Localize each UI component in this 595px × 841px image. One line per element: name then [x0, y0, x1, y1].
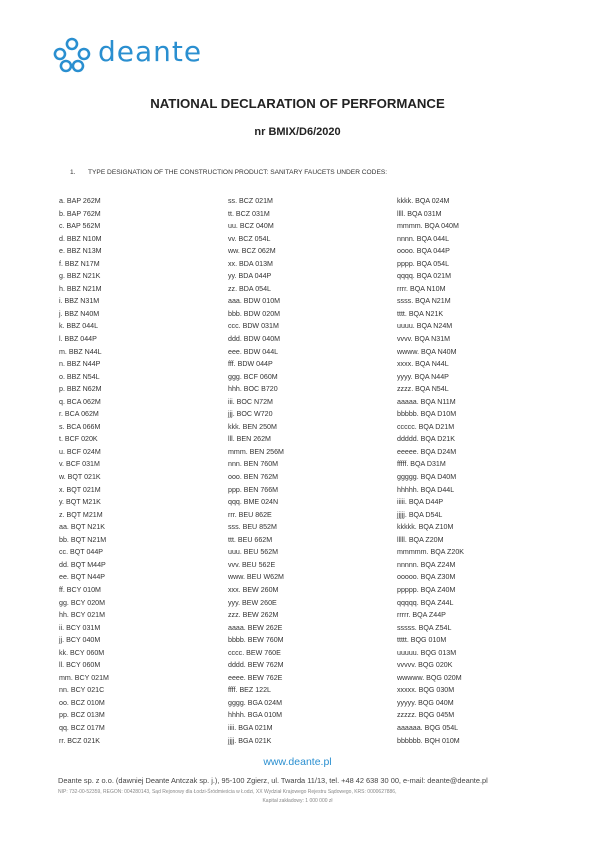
product-code-item: rr. BCZ 021K	[59, 736, 100, 745]
product-code-item: iiiii. BQA D44P	[397, 498, 444, 507]
product-code-item: eee. BDW 044L	[228, 347, 279, 356]
product-code-item: ccc. BDW 031M	[228, 322, 279, 331]
product-code-item: eeee. BEW 762E	[228, 673, 283, 682]
product-code-item: v. BCF 031M	[59, 460, 100, 469]
product-code-item: zzz. BEW 262M	[228, 611, 279, 620]
product-code-item: yyy. BEW 260E	[228, 598, 277, 607]
product-code-item: zzzzz. BQG 045M	[397, 711, 455, 720]
product-code-item: ppp. BEN 766M	[228, 485, 279, 494]
product-code-item: aaaaaa. BQG 054L	[397, 723, 459, 732]
company-logo	[52, 33, 222, 77]
product-code-item: c. BAP 562M	[59, 222, 101, 231]
product-code-item: nn. BCY 021C	[59, 686, 105, 695]
product-code-item: lllll. BQA Z20M	[397, 535, 444, 544]
product-code-item: mm. BCY 021M	[59, 673, 109, 682]
section-number: 1.	[70, 169, 76, 176]
product-code-item: ggggg. BQA D40M	[397, 473, 457, 482]
product-code-item: vv. BCZ 054L	[228, 234, 271, 243]
product-code-item: iii. BOC N72M	[228, 397, 273, 406]
product-code-item: xxxx. BQA N44L	[397, 360, 449, 369]
product-code-item: hhhh. BGA 010M	[228, 711, 283, 720]
product-code-item: jjj. BOC W720	[228, 410, 273, 419]
product-code-item: ttttt. BQG 010M	[397, 636, 447, 645]
deante-logo-icon	[52, 33, 92, 73]
product-code-item: r. BCA 062M	[59, 410, 99, 419]
product-code-item: g. BBZ N21K	[59, 272, 101, 281]
product-code-item: x. BQT 021M	[59, 485, 101, 494]
product-code-item: aa. BQT N21K	[59, 523, 106, 532]
product-code-item: n. BBZ N44P	[59, 360, 101, 369]
document-number: nr BMIX/D6/2020	[254, 126, 341, 138]
product-code-item: kkkkk. BQA Z10M	[397, 523, 454, 532]
product-code-item: zzzz. BQA N54L	[397, 385, 449, 394]
product-code-item: jjjj. BGA 021K	[228, 736, 272, 745]
product-code-item: u. BCF 024M	[59, 447, 101, 456]
product-code-item: p. BBZ N62M	[59, 385, 102, 394]
product-code-item: hhh. BOC B720	[228, 385, 278, 394]
product-code-item: d. BBZ N10M	[59, 234, 102, 243]
product-code-item: qq. BCZ 017M	[59, 723, 105, 732]
product-code-item: mmmmm. BQA Z20K	[397, 548, 465, 557]
product-code-item: yyyyy. BQG 040M	[397, 698, 454, 707]
product-code-item: aaaa. BEW 262E	[228, 623, 283, 632]
product-code-item: gg. BCY 020M	[59, 598, 106, 607]
product-code-item: bbbbbb. BQH 010M	[397, 736, 460, 745]
product-code-item: pp. BCZ 013M	[59, 711, 105, 720]
product-code-item: hh. BCY 021M	[59, 611, 106, 620]
brand-name: deante	[98, 35, 203, 68]
product-code-item: fff. BDW 044P	[228, 360, 273, 369]
product-code-item: kkkk. BQA 024M	[397, 197, 450, 205]
product-code-item: ff. BCY 010M	[59, 585, 101, 594]
product-code-item: e. BBZ N13M	[59, 247, 102, 256]
product-code-item: q. BCA 062M	[59, 397, 101, 406]
product-code-item: nnnnn. BQA Z24M	[397, 560, 456, 569]
product-code-item: xxx. BEW 260M	[228, 585, 279, 594]
product-code-item: oooo. BQA 044P	[397, 247, 450, 256]
product-code-item: wwww. BQA N40M	[397, 347, 457, 356]
product-code-item: cccc. BEW 760E	[228, 648, 281, 657]
product-code-item: iiii. BGA 021M	[228, 723, 273, 732]
product-code-item: cc. BQT 044P	[59, 548, 104, 557]
product-code-item: a. BAP 262M	[59, 197, 101, 205]
product-code-item: aaa. BDW 010M	[228, 297, 281, 306]
product-code-item: ggg. BCF 060M	[228, 372, 278, 381]
document-title: NATIONAL DECLARATION OF PERFORMANCE	[150, 96, 445, 111]
product-code-item: fffff. BQA D31M	[397, 460, 446, 469]
product-code-item: www. BEU W62M	[228, 573, 284, 582]
product-code-item: z. BQT M21M	[59, 510, 103, 519]
product-code-item: uuuuu. BQG 013M	[397, 648, 457, 657]
product-code-item: kkk. BEN 250M	[228, 422, 277, 431]
product-code-item: kk. BCY 060M	[59, 648, 105, 657]
product-code-item: uu. BCZ 040M	[228, 222, 274, 231]
website-link[interactable]: www.deante.pl	[263, 756, 332, 768]
product-code-item: bbb. BDW 020M	[228, 309, 281, 318]
code-column-3	[397, 195, 464, 747]
product-code-item: ooooo. BQA Z30M	[397, 573, 456, 582]
code-column-1	[59, 195, 109, 747]
product-code-item: sssss. BQA Z54L	[397, 623, 452, 632]
product-code-item: ww. BCZ 062M	[228, 247, 276, 256]
product-code-item: dd. BQT M44P	[59, 560, 106, 569]
product-code-item: ppppp. BQA Z40M	[397, 585, 456, 594]
product-code-item: b. BAP 762M	[59, 209, 101, 218]
product-code-item: ssss. BQA N21M	[397, 297, 451, 306]
product-code-item: k. BBZ 044L	[59, 322, 99, 331]
product-code-item: xx. BDA 013M	[228, 259, 273, 268]
product-code-item: f. BBZ N17M	[59, 259, 100, 268]
product-code-item: xxxxx. BQG 030M	[397, 686, 455, 695]
product-code-item: ll. BCY 060M	[59, 661, 101, 670]
company-address: Deante sp. z o.o. (dawniej Deante Antczak sp. j.), 95-100 Zgierz, ul. Twarda 11/13, tel. +48 42 638 30 00, e-mail: deante@deante.pl	[58, 776, 488, 785]
product-code-item: ttt. BEU 662M	[228, 535, 273, 544]
product-code-item: uuuu. BQA N24M	[397, 322, 453, 331]
product-code-item: jj. BCY 040M	[59, 636, 101, 645]
product-code-item: hhhhh. BQA D44L	[397, 485, 455, 494]
product-code-item: o. BBZ N54L	[59, 372, 100, 381]
product-code-item: ffff. BEZ 122L	[228, 686, 271, 695]
product-code-item: oo. BCZ 010M	[59, 698, 105, 707]
product-code-item: w. BQT 021K	[59, 473, 101, 482]
product-code-item: h. BBZ N21M	[59, 284, 102, 293]
product-code-item: dddd. BEW 762M	[228, 661, 284, 670]
section-heading	[70, 169, 387, 176]
product-code-item: y. BQT M21K	[59, 498, 101, 507]
product-code-item: sss. BEU 852M	[228, 523, 277, 532]
product-code-item: ddd. BDW 040M	[228, 335, 281, 344]
product-code-item: bbbb. BEW 760M	[228, 636, 284, 645]
product-code-item: jjjjj. BQA D54L	[397, 510, 443, 519]
product-code-item: zz. BDA 054L	[228, 284, 271, 293]
product-code-item: qqqq. BQA 021M	[397, 272, 452, 281]
product-code-item: tttt. BQA N21K	[397, 309, 444, 318]
product-code-item: tt. BCZ 031M	[228, 209, 270, 218]
section-text: TYPE DESIGNATION OF THE CONSTRUCTION PRODUCT: SANITARY FAUCETS UNDER CODES:	[88, 169, 388, 176]
product-code-item: rrr. BEU 862E	[228, 510, 272, 519]
product-code-item: eeeee. BQA D24M	[397, 447, 457, 456]
product-code-item: nnn. BEN 760M	[228, 460, 279, 469]
product-code-item: vvvvv. BQG 020K	[397, 661, 453, 670]
product-code-item: ccccc. BQA D21M	[397, 422, 455, 431]
product-code-item: vvvv. BQA N31M	[397, 335, 451, 344]
product-code-item: j. BBZ N40M	[59, 309, 100, 318]
product-code-item: ddddd. BQA D21K	[397, 435, 455, 444]
product-code-item: i. BBZ N31M	[59, 297, 100, 306]
share-capital: Kapitał zakładowy: 1 000 000 zł	[262, 798, 333, 804]
product-code-item: t. BCF 020K	[59, 435, 98, 444]
registry-info: NIP: 732-00-52359, REGON: 004280143, Sąd Rejonowy dla Łodzi-Śródmieścia w Łodzi, XX Wydział Krajowego Rejestru Sądowego, KRS: 0000627886,	[58, 789, 397, 795]
product-code-item: bb. BQT N21M	[59, 535, 107, 544]
product-code-item: rrrrr. BQA Z44P	[397, 611, 446, 620]
product-code-item: wwwww. BQG 020M	[397, 673, 462, 682]
product-code-item: rrrr. BQA N10M	[397, 284, 446, 293]
product-code-item: qqqqq. BQA Z44L	[397, 598, 454, 607]
product-code-item: mmm. BEN 256M	[228, 447, 284, 456]
product-code-item: qqq. BME 024N	[228, 498, 279, 507]
product-code-item: ii. BCY 031M	[59, 623, 101, 632]
product-code-item: ooo. BEN 762M	[228, 473, 279, 482]
product-code-item: vvv. BEU 562E	[228, 560, 276, 569]
product-code-item: nnnn. BQA 044L	[397, 234, 450, 243]
product-code-item: ss. BCZ 021M	[228, 197, 273, 205]
product-code-item: ee. BQT N44P	[59, 573, 106, 582]
product-code-item: pppp. BQA 054L	[397, 259, 450, 268]
product-code-item: lll. BEN 262M	[228, 435, 271, 444]
product-code-item: uuu. BEU 562M	[228, 548, 279, 557]
product-code-item: m. BBZ N44L	[59, 347, 102, 356]
product-code-item: mmmm. BQA 040M	[397, 222, 459, 231]
product-code-item: s. BCA 066M	[59, 422, 101, 431]
product-code-item: aaaaa. BQA N11M	[397, 397, 456, 406]
product-code-item: bbbbb. BQA D10M	[397, 410, 457, 419]
product-code-item: llll. BQA 031M	[397, 209, 442, 218]
product-code-item: gggg. BGA 024M	[228, 698, 283, 707]
product-code-item: yyyy. BQA N44P	[397, 372, 449, 381]
product-code-item: l. BBZ 044P	[59, 335, 97, 344]
product-code-item: yy. BDA 044P	[228, 272, 272, 281]
code-column-2	[228, 195, 284, 747]
